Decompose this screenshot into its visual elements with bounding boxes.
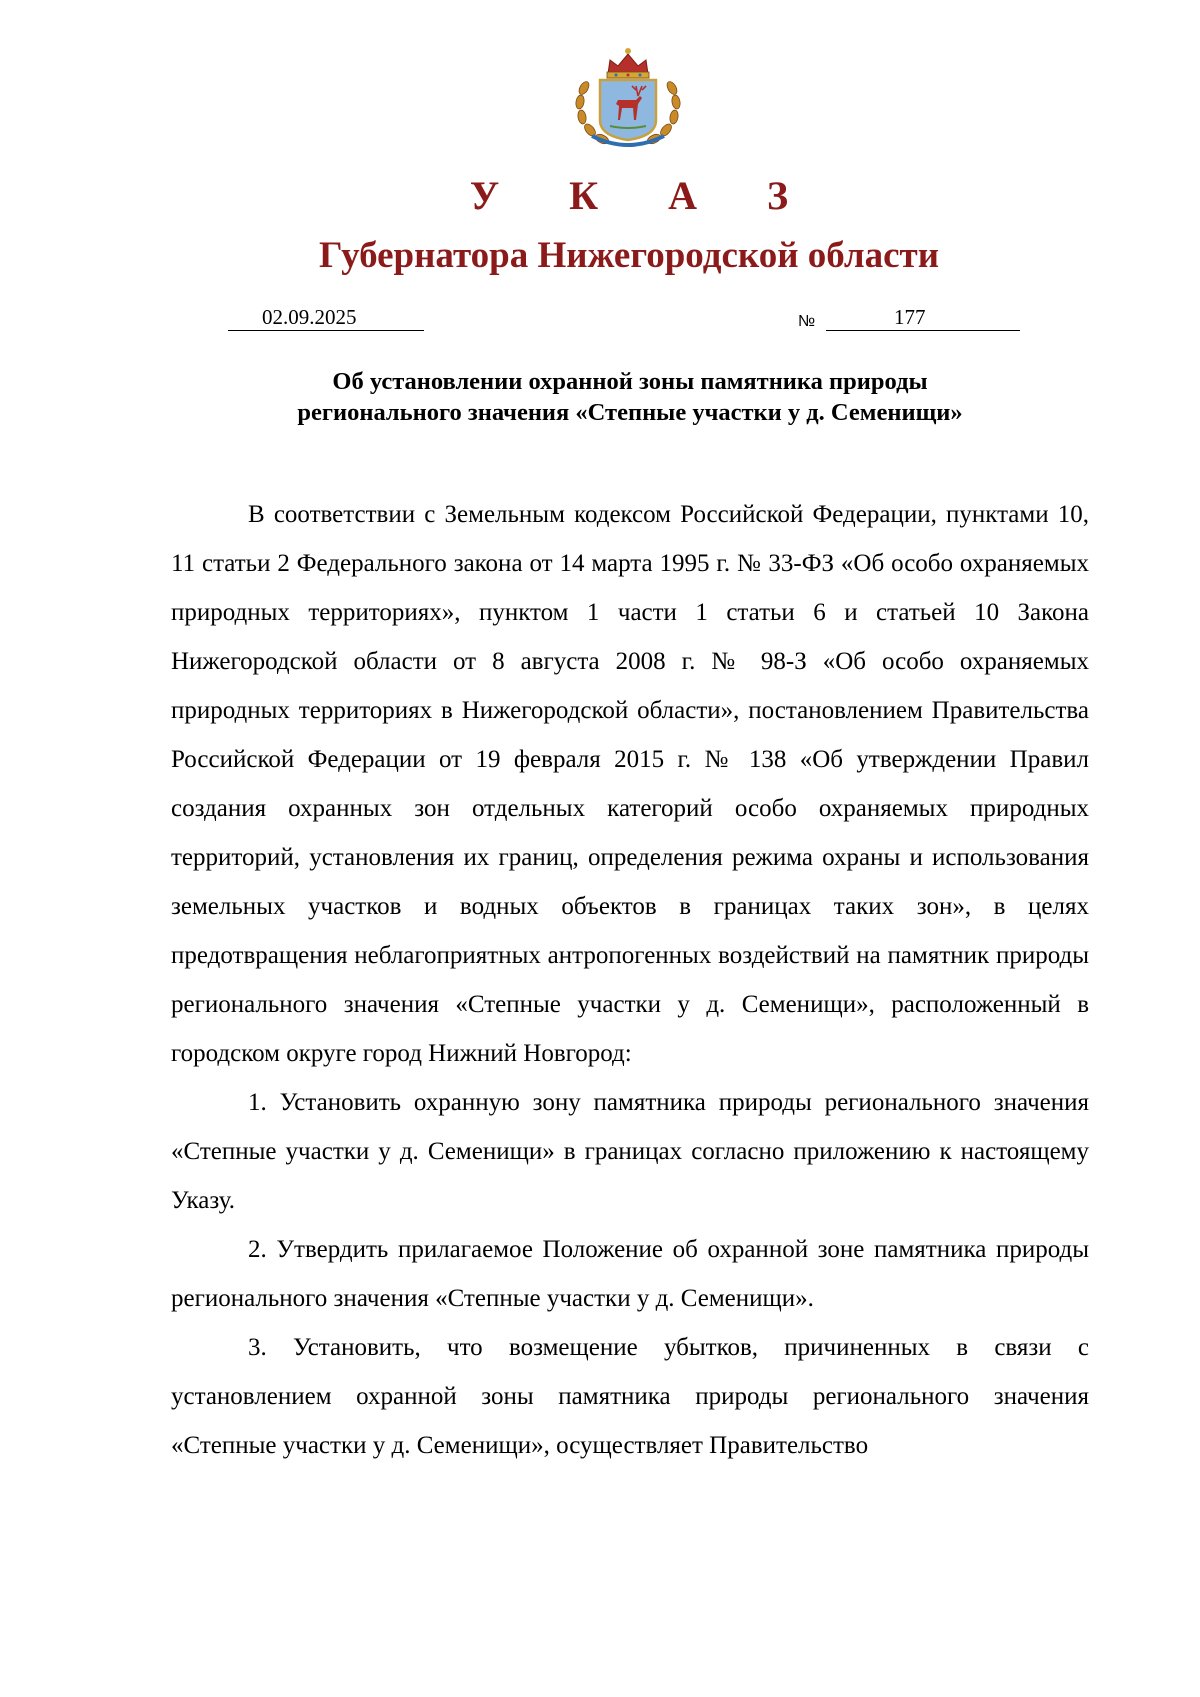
body-paragraph-1: 1. Установить охранную зону памятника природы регионального значения «Степные участки у д. Семенищи» в границах согласно приложению к настоящему Указу.: [171, 1089, 1089, 1214]
decree-number: 177: [826, 306, 1020, 331]
body-paragraph-3: 3. Установить, что возмещение убытков, причиненных в связи с установлением охранной зоны памятника природы регионального значения «Степные участки у д. Семенищи», осуществляет Правительство: [171, 1334, 1089, 1459]
decree-heading: [160, 366, 1100, 428]
decree-title: У К А З: [469, 173, 819, 218]
decree-heading-line-2: регионального значения «Степные участки у д. Семенищи»: [297, 399, 963, 426]
decree-date: 02.09.2025: [228, 306, 424, 331]
decree-subtitle: Губернатора Нижегородской области: [318, 235, 940, 276]
decree-heading-line-1: Об установлении охранной зоны памятника природы: [332, 368, 928, 395]
body-paragraph-preamble: В соответствии с Земельным кодексом Российской Федерации, пунктами 10, 11 статьи 2 Федерального закона от 14 марта 1995 г. № 33-ФЗ «Об особо охраняемых природных территориях», пунктом 1 части 1 статьи 6 и статьей 10 Закона Нижегородской области от 8 августа 2008 г. № 98-З «Об особо охраняемых природных территориях в Нижегородской области», постановлением Правительства Российской Федерации от 19 февраля 2015 г. № 138 «Об утверждении Правил создания охранных зон отдельных категорий особо охраняемых природных территорий, установления их границ, определения режима охраны и использования земельных участков и водных объектов в границах таких зон», в целях предотвращения неблагоприятных антропогенных воздействий на памятник природы регионального значения «Степные участки у д. Семенищи», расположенный в городском округе город Нижний Новгород:: [171, 501, 1089, 1067]
decree-body: [171, 490, 1089, 1470]
body-paragraph-2: 2. Утвердить прилагаемое Положение об охранной зоне памятника природы регионального значения «Степные участки у д. Семенищи».: [171, 1236, 1089, 1312]
nizhny-novgorod-coat-of-arms-icon: [570, 40, 686, 152]
decree-number-label: №: [798, 313, 816, 330]
